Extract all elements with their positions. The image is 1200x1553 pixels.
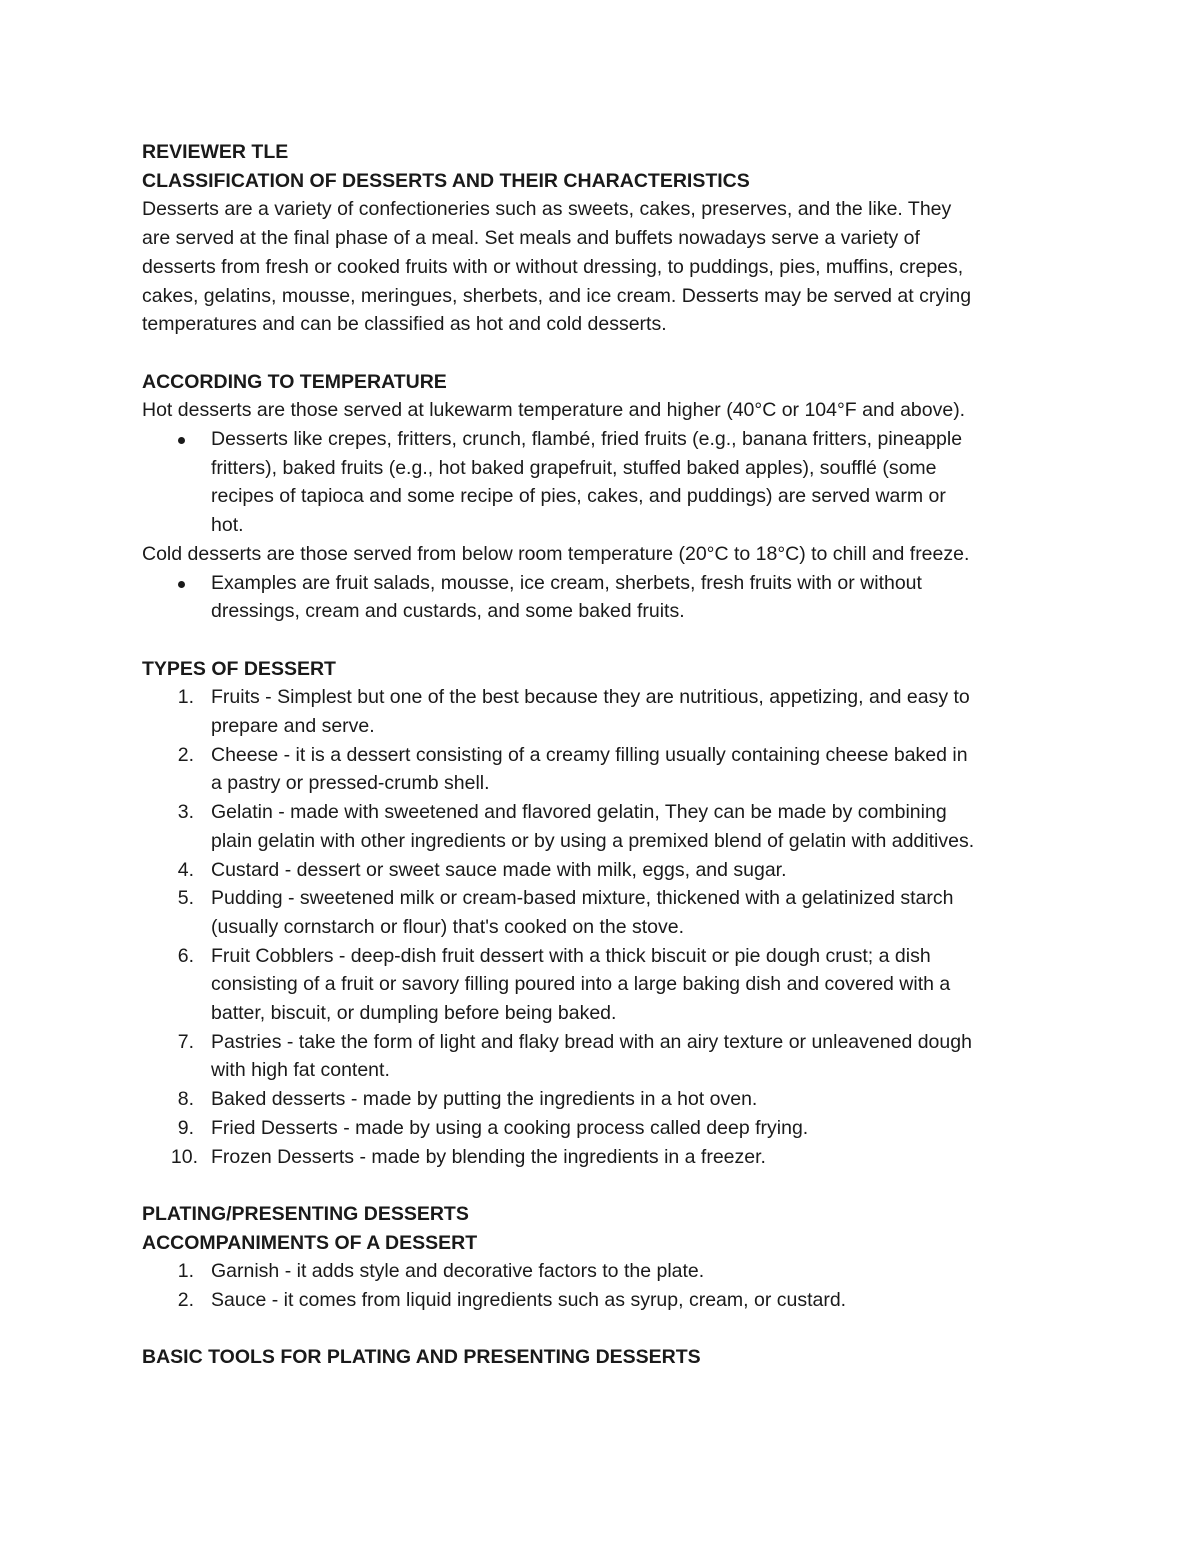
list-item-line: Custard - dessert or sweet sauce made with milk, eggs, and sugar.	[211, 858, 787, 881]
section-subheading-accompaniments: ACCOMPANIMENTS OF A DESSERT	[142, 1231, 478, 1254]
list-item-line: (usually cornstarch or flour) that's cooked on the stove.	[211, 915, 685, 938]
intro-line: Desserts are a variety of confectioneries such as sweets, cakes, preserves, and the like. They	[142, 198, 952, 221]
list-item	[142, 1028, 1062, 1085]
list-item-number: 6.	[177, 944, 194, 967]
section-heading-types: TYPES OF DESSERT	[142, 657, 336, 680]
list-item-line: with high fat content.	[211, 1059, 390, 1082]
list-item-number: 4.	[177, 858, 194, 881]
list-item-line: Fruits - Simplest but one of the best because they are nutritious, appetizing, and easy to	[211, 686, 970, 709]
list-item-line: Gelatin - made with sweetened and flavored gelatin, They can be made by combining	[211, 801, 947, 824]
bullet-line: Desserts like crepes, fritters, crunch, flambé, fried fruits (e.g., banana fritters, pineapple	[211, 428, 963, 451]
list-item-line: Pastries - take the form of light and flaky bread with an airy texture or unleavened dough	[211, 1030, 972, 1053]
list-item-line: consisting of a fruit or savory filling poured into a large baking dish and covered with a	[211, 973, 951, 996]
intro-line: are served at the final phase of a meal. Set meals and buffets nowadays serve a variety of	[142, 227, 920, 250]
intro-line: desserts from fresh or cooked fruits with or without dressing, to puddings, pies, muffins, crepes,	[142, 255, 964, 278]
list-item-line: plain gelatin with other ingredients or by using a premixed blend of gelatin with additives.	[211, 829, 975, 852]
cold-desserts-text: Cold desserts are those served from below room temperature (20°C to 18°C) to chill and freeze.	[142, 542, 970, 565]
list-item	[142, 741, 1062, 798]
list-item	[142, 1257, 1062, 1286]
cold-desserts-bullet	[142, 569, 1062, 626]
list-item-line: batter, biscuit, or dumpling before being baked.	[211, 1002, 617, 1025]
list-item	[142, 942, 1062, 1028]
accompaniments-list	[142, 1257, 1062, 1314]
list-item	[142, 1143, 1062, 1172]
list-item-line: Sauce - it comes from liquid ingredients such as syrup, cream, or custard.	[211, 1289, 847, 1312]
document-page	[142, 138, 1062, 1372]
section-heading-temperature: ACCORDING TO TEMPERATURE	[142, 370, 447, 393]
list-item	[142, 1114, 1062, 1143]
bullet-line: recipes of tapioca and some recipe of pies, cakes, and puddings) are served warm or	[211, 485, 946, 508]
section-heading-tools: BASIC TOOLS FOR PLATING AND PRESENTING DESSERTS	[142, 1346, 701, 1369]
list-item-line: Frozen Desserts - made by blending the ingredients in a freezer.	[211, 1145, 766, 1168]
list-item	[142, 1286, 1062, 1315]
list-item-number: 9.	[177, 1116, 194, 1139]
list-item-number: 7.	[177, 1030, 194, 1053]
bullet-line: fritters), baked fruits (e.g., hot baked grapefruit, stuffed baked apples), soufflé (some	[211, 456, 937, 479]
document-title: REVIEWER TLE	[142, 141, 289, 163]
list-item-line: a pastry or pressed-crumb shell.	[211, 772, 490, 795]
section-heading-plating: PLATING/PRESENTING DESSERTS	[142, 1202, 469, 1225]
bullet-line: Examples are fruit salads, mousse, ice cream, sherbets, fresh fruits with or without	[211, 571, 922, 594]
list-item-number: 10.	[170, 1145, 198, 1168]
hot-desserts-text: Hot desserts are those served at lukewarm temperature and higher (40°C or 104°F and above).	[142, 399, 966, 422]
list-item-line: Baked desserts - made by putting the ingredients in a hot oven.	[211, 1088, 758, 1111]
section-heading-classification: CLASSIFICATION OF DESSERTS AND THEIR CHARACTERISTICS	[142, 169, 750, 192]
hot-desserts-bullet	[142, 425, 1062, 540]
list-item-line: Fruit Cobblers - deep-dish fruit dessert with a thick biscuit or pie dough crust; a dish	[211, 944, 931, 967]
list-item-line: prepare and serve.	[211, 715, 375, 738]
types-list	[142, 683, 1062, 1171]
bullet-line: dressings, cream and custards, and some baked fruits.	[211, 600, 685, 623]
list-item-number: 3.	[177, 801, 194, 824]
list-item-number: 8.	[177, 1088, 194, 1111]
list-item	[142, 1085, 1062, 1114]
list-item-line: Pudding - sweetened milk or cream-based mixture, thickened with a gelatinized starch	[211, 887, 954, 910]
list-item-line: Garnish - it adds style and decorative factors to the plate.	[211, 1260, 705, 1283]
intro-paragraph	[142, 195, 1062, 339]
list-item	[142, 884, 1062, 941]
list-item-number: 2.	[177, 1289, 194, 1312]
bullet-line: hot.	[211, 514, 244, 537]
list-item-number: 2.	[177, 743, 194, 766]
list-item-number: 1.	[177, 686, 194, 709]
list-item-line: Fried Desserts - made by using a cooking process called deep frying.	[211, 1116, 809, 1139]
list-item	[142, 856, 1062, 885]
list-item	[142, 683, 1062, 740]
intro-line: temperatures and can be classified as hot and cold desserts.	[142, 313, 667, 336]
list-item-line: Cheese - it is a dessert consisting of a creamy filling usually containing cheese baked in	[211, 743, 968, 766]
list-item	[142, 798, 1062, 855]
list-item-number: 1.	[177, 1260, 194, 1283]
intro-line: cakes, gelatins, mousse, meringues, sherbets, and ice cream. Desserts may be served at crying	[142, 284, 972, 307]
list-item-number: 5.	[177, 887, 194, 910]
